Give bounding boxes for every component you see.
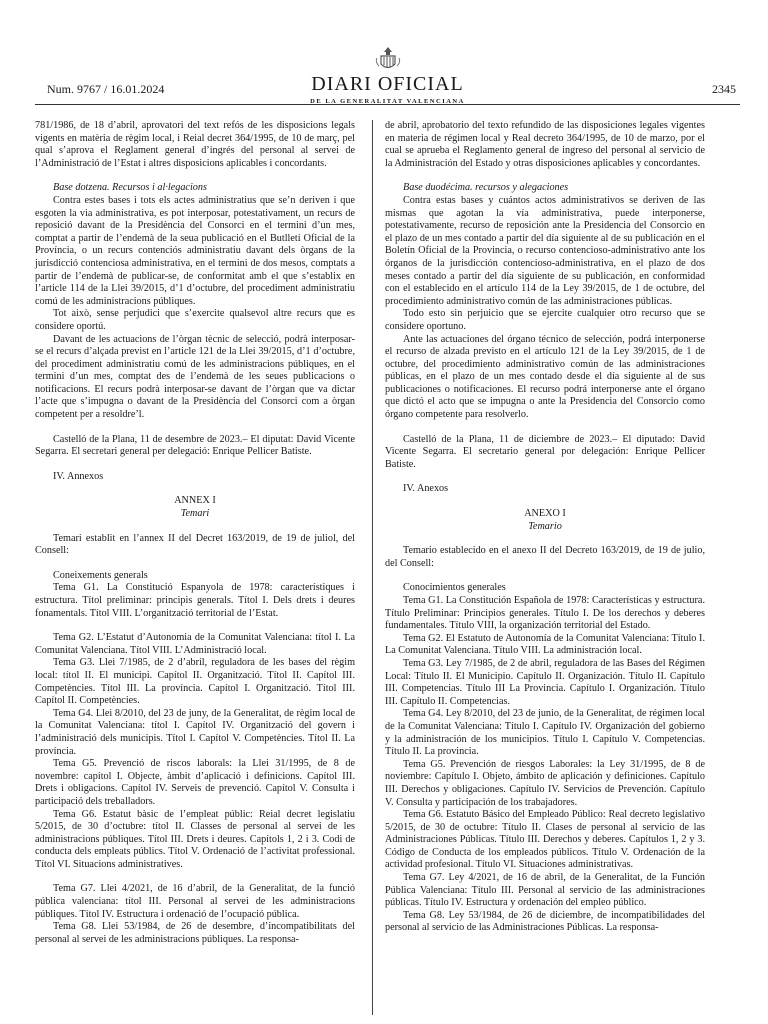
section-label: IV. Annexos <box>53 470 104 482</box>
section-heading: Base dotzena. Recursos i al·legacions <box>53 182 207 194</box>
column-divider <box>372 120 373 1015</box>
header-rule <box>35 104 740 105</box>
column-spanish <box>385 120 705 935</box>
topic-item: Tema G5. Prevenció de riscos laborals: la Llei 31/1995, de 8 de novembre: capítol I. Objecte, àmbit d’aplicació i definicions. Capítol III. Drets i obligacions. Capítol IV. Serveis de prevenció. Capítol V. Consulta i participació dels treballadors. <box>35 758 355 807</box>
page-header <box>35 0 740 112</box>
section-label: IV. Anexos <box>403 483 449 495</box>
paragraph: Temari establit en l’annex II del Decret 163/2019, de 19 de juliol, del Consell: <box>35 532 355 557</box>
topic-item: Tema G4. Ley 8/2010, del 23 de junio, de la Generalitat, de régimen local de la Comunitat Valenciana: Título I. Capítulo IV. Organización del gobierno y la administración de los municipios. Título I. Capítulo V. Competencias. Título II. La provincia. <box>385 708 705 758</box>
journal-title: DIARI OFICIAL <box>311 73 464 95</box>
page-number: 2345 <box>712 82 736 96</box>
journal-subtitle: DE LA GENERALITAT VALENCIANA <box>310 98 465 105</box>
subheading: Coneixements generals <box>53 569 148 581</box>
annex-title: ANNEX I <box>174 495 216 507</box>
topic-item: Tema G1. La Constitució Espanyola de 1978: característiques i estructura. Títol preliminar: principis generals. Títol I. Dels drets i deures fonamentals. Títol VIII. L’organització territorial de l’Estat. <box>35 582 355 619</box>
annex-title: ANEXO I <box>524 508 566 520</box>
signature-paragraph: Castelló de la Plana, 11 de diciembre de 2023.– El diputado: David Vicente Segarra. El secretario general por delegación: Enrique Pellicer Batiste. <box>385 433 705 470</box>
topic-item: Tema G3. Llei 7/1985, de 2 d’abril, reguladora de les bases del règim local: títol II. El municipi. Capítol II. Organització. Títol II. Capítol III. Competències. Títol III. La província. Capítol I. Organització. Títol III. Capítol II. Competències. <box>35 657 355 707</box>
paragraph: Ante las actuaciones del órgano técnico de selección, podrá interponerse el recurso de alzada previsto en el artículo 121 de la Ley 39/2015, de 1 de octubre, del procedimiento administrativo común de las administraciones públicas, en el plazo de un mes contado desde el día siguiente al de sus publicaciones o notificaciones. El recurso podrá interponerse ante el órgano que dictó el acto que se impugna o ante la Presidencia del Consorcio como órgano competente para resolverlo. <box>385 333 705 421</box>
topic-item: Tema G6. Estatuto Básico del Empleado Público: Real decreto legislativo 5/2015, de 30 de octubre: Título II. Clases de personal al servicio de las Administraciones Públicas. Título III. Derechos y deberes. Capítulos 1, 2 y 3. Código de Conducta de los empleados públicos. Título V. Ordenación de la actividad profesional. Título VI. Situaciones administrativas. <box>385 809 705 871</box>
paragraph: Temario establecido en el anexo II del Decreto 163/2019, de 19 de julio, del Consell: <box>385 545 705 569</box>
topic-item: Tema G8. Ley 53/1984, de 26 de diciembre, de incompatibilidades del personal al servicio de las Administraciones Públicas. La responsa- <box>385 909 705 934</box>
paragraph: Davant de les actuacions de l’òrgan tècnic de selecció, podrà interposar-se el recurs d’alçada previst en l’article 121 de la Llei 39/2015, d’1 d’octubre, del procediment administratiu comú de les administracions públiques, en el termini d’un mes, comptat des de l’endemà de les seues publicacions o notificacions. El recurs podrà interposar-se davant de l’òrgan que va dictar l’acte que s’impugna o davant de la Presidència del Consorci com a òrgan competent per a resoldre’l. <box>35 333 355 421</box>
paragraph: Todo esto sin perjuicio que se ejercite cualquier otro recurso que se considere oportuno. <box>385 308 705 332</box>
paragraph: 781/1986, de 18 d’abril, aprovatori del text refós de les disposicions legals vigents en matèria de règim local, i Reial decret 364/1995, de 10 de març, pel qual s’aprova el Reglament general d’ingrés del personal al servei de l’Administració de l’Estat i altres disposicions aplicables i concordants. <box>35 120 355 169</box>
topic-item: Tema G1. La Constitución Española de 1978: Características y estructura. Título Preliminar: Principios generales. Título I. De los derechos y deberes fundamentales. Título VIII, la organización territorial del Estado. <box>385 595 705 632</box>
annex-subtitle: Temario <box>528 520 562 532</box>
topic-item: Tema G5. Prevención de riesgos Laborales: la Ley 31/1995, de 8 de noviembre: Capítulo I. Objeto, ámbito de aplicación y definiciones. Capítulo III. Derechos y obligaciones. Capítulo IV. Servicios de Prevención. Capítulo V. Consulta y participación de los trabajadores. <box>385 758 705 808</box>
signature-paragraph: Castelló de la Plana, 11 de desembre de 2023.– El diputat: David Vicente Segarra. El secretari general per delegació: Enrique Pellicer Batiste. <box>35 433 355 458</box>
annex-subtitle: Temari <box>180 508 210 520</box>
topic-item: Tema G4. Llei 8/2010, del 23 de juny, de la Generalitat, de règim local de la Comunitat Valenciana: títol I. Capítol IV. Organització del govern i l’administració dels municipis. Títol I. Capítol V. Competències. Títol II. La província. <box>35 707 355 757</box>
topic-item: Tema G8. Llei 53/1984, de 26 de desembre, d’incompatibilitats del personal al servei de les administracions públiques. La responsa- <box>35 921 355 945</box>
topic-item: Tema G2. El Estatuto de Autonomía de la Comunitat Valenciana: Título I. La Comunitat Valenciana. Título VIII. La administración local. <box>385 632 705 657</box>
topic-item: Tema G6. Estatut bàsic de l’empleat públic: Reial decret legislatiu 5/2015, de 30 d’octubre: títol II. Classes de personal al servei de les administracions públiques. Títol III. Drets i deures. Capítols 1, 2 i 3. Codi de conducta dels empleats públics. Títol V. Ordenació de l’activitat professional. Títol VI. Situacions administratives. <box>35 808 355 870</box>
paragraph: Contra estas bases y cuántos actos administrativos se deriven de las mismas que agotan la vía administrativa, puede interponerse, potestativamente, recurso de reposición ante la Presidencia del Consorcio en el plazo de un mes contado a partir del día siguiente al de su publicación en el Boletín Oficial de la Provincia, o recurso contencioso-administrativo ante los órganos de la jurisdicción contencioso-administrativa, en el plazo de dos meses contado a partir del día siguiente de su publicación, en conformidad con el establecido en el artículo 114 de la Ley 39/2015, de 1 de octubre, del procedimiento administrativo común de las administraciones públicas. <box>385 194 705 307</box>
paragraph: Contra estes bases i tots els actes administratius que se’n deriven i que esgoten la via administrativa, es pot interposar, potestativament, un recurs de reposició davant de la Presidència del Consorci en el termini d’un mes, comptat a partir de l’endemà de la seua publicació en el Butlletí Oficial de la Província, o un recurs contenciós administratiu davant dels òrgans de la jurisdicció contenciosa administrativa, en el termini de dos mesos, comptats a partir de l’endemà de publicar-se, de conformitat amb el que s’establix en l’article 114 de la Llei 39/2015, d’1 d’octubre, del procediment administratiu comú de les administracions públiques. <box>35 194 355 307</box>
section-heading: Base duodécima. recursos y alegaciones <box>403 182 569 194</box>
paragraph: de abril, aprobatorio del texto refundido de las disposiciones legales vigentes en materia de régimen local y Real decreto 364/1995, de 10 de marzo, por el cual se aprueba el Reglamento general de ingreso del personal al servicio de la Administración del Estado y otras disposiciones aplicables y concordantes. <box>385 120 705 169</box>
topic-item: Tema G7. Ley 4/2021, de 16 de abril, de la Generalitat, de la Función Pública Valenciana: Título III. Personal al servicio de las administraciones públicas. Título IV. Estructura y ordenación del empleo público. <box>385 872 705 909</box>
topic-item: Tema G7. Llei 4/2021, de 16 d’abril, de la Generalitat, de la funció pública valenciana: títol III. Personal al servei de les administracions públiques. Títol IV. Estructura i ordenació de l’ocupació pública. <box>35 883 355 920</box>
subheading: Conocimientos generales <box>403 582 506 594</box>
topic-item: Tema G2. L’Estatut d’Autonomia de la Comunitat Valenciana: títol I. La Comunitat Valenciana. Títol VIII. L’Administració local. <box>35 632 355 656</box>
paragraph: Tot això, sense perjudici que s’exercite qualsevol altre recurs que es considere oportú. <box>35 308 355 332</box>
column-valencian <box>35 120 355 946</box>
topic-item: Tema G3. Ley 7/1985, de 2 de abril, reguladora de las Bases del Régimen Local: Título II. El Municipio. Capítulo II. Organización. Título II. Capítulo III. Competencias. Título III La Provincia. Capítulo I. Organización. Título III. Capítulo II. Competencias. <box>385 657 705 707</box>
masthead <box>35 46 740 105</box>
bulletin-number: Num. 9767 / 16.01.2024 <box>47 82 165 96</box>
coat-of-arms-icon <box>373 46 403 72</box>
